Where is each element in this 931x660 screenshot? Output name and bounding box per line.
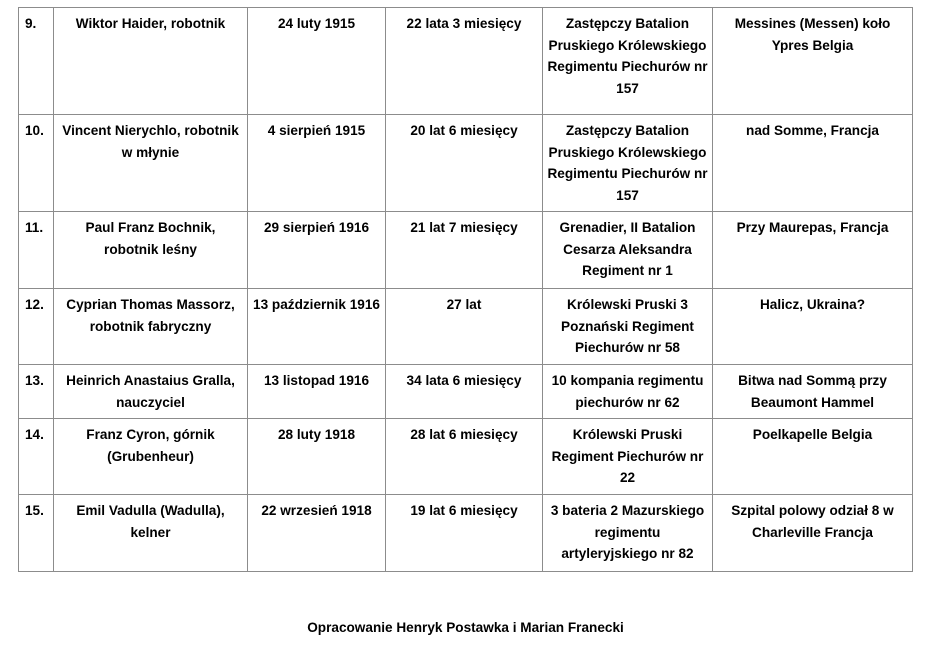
age: 27 lat [386,289,543,365]
soldiers-table [18,7,913,572]
row-number: 9. [19,8,54,115]
age: 34 lata 6 miesięcy [386,365,543,419]
death-date: 24 luty 1915 [248,8,386,115]
person-name: Vincent Nierychlo, robotnik w młynie [54,115,248,212]
footer-credits: Opracowanie Henryk Postawka i Marian Franecki [307,620,624,635]
table-row [19,115,913,212]
row-number: 14. [19,419,54,495]
military-unit: Grenadier, II Batalion Cesarza Aleksandra Regiment nr 1 [543,212,713,289]
death-date: 28 luty 1918 [248,419,386,495]
death-place: Szpital polowy odział 8 w Charleville Francja [713,495,913,572]
death-date: 4 sierpień 1915 [248,115,386,212]
table-row [19,365,913,419]
person-name: Paul Franz Bochnik, robotnik leśny [54,212,248,289]
person-name: Franz Cyron, górnik (Grubenheur) [54,419,248,495]
person-name: Heinrich Anastaius Gralla, nauczyciel [54,365,248,419]
death-date: 22 wrzesień 1918 [248,495,386,572]
military-unit: 3 bateria 2 Mazurskiego regimentu artyleryjskiego nr 82 [543,495,713,572]
age: 20 lat 6 miesięcy [386,115,543,212]
age: 22 lata 3 miesięcy [386,8,543,115]
death-place: nad Somme, Francja [713,115,913,212]
age: 19 lat 6 miesięcy [386,495,543,572]
table-row [19,495,913,572]
military-unit: Królewski Pruski Regiment Piechurów nr 22 [543,419,713,495]
table-row [19,419,913,495]
death-place: Poelkapelle Belgia [713,419,913,495]
row-number: 12. [19,289,54,365]
table-row [19,8,913,115]
table-row [19,212,913,289]
death-place: Przy Maurepas, Francja [713,212,913,289]
table-row [19,289,913,365]
person-name: Wiktor Haider, robotnik [54,8,248,115]
military-unit: Zastępczy Batalion Pruskiego Królewskiego Regimentu Piechurów nr 157 [543,115,713,212]
row-number: 15. [19,495,54,572]
age: 21 lat 7 miesięcy [386,212,543,289]
death-place: Halicz, Ukraina? [713,289,913,365]
person-name: Cyprian Thomas Massorz, robotnik fabryczny [54,289,248,365]
military-unit: 10 kompania regimentu piechurów nr 62 [543,365,713,419]
row-number: 10. [19,115,54,212]
person-name: Emil Vadulla (Wadulla), kelner [54,495,248,572]
row-number: 13. [19,365,54,419]
death-date: 13 listopad 1916 [248,365,386,419]
death-date: 13 październik 1916 [248,289,386,365]
death-place: Messines (Messen) koło Ypres Belgia [713,8,913,115]
military-unit: Królewski Pruski 3 Poznański Regiment Piechurów nr 58 [543,289,713,365]
military-unit: Zastępczy Batalion Pruskiego Królewskiego Regimentu Piechurów nr 157 [543,8,713,115]
row-number: 11. [19,212,54,289]
death-place: Bitwa nad Sommą przy Beaumont Hammel [713,365,913,419]
age: 28 lat 6 miesięcy [386,419,543,495]
death-date: 29 sierpień 1916 [248,212,386,289]
